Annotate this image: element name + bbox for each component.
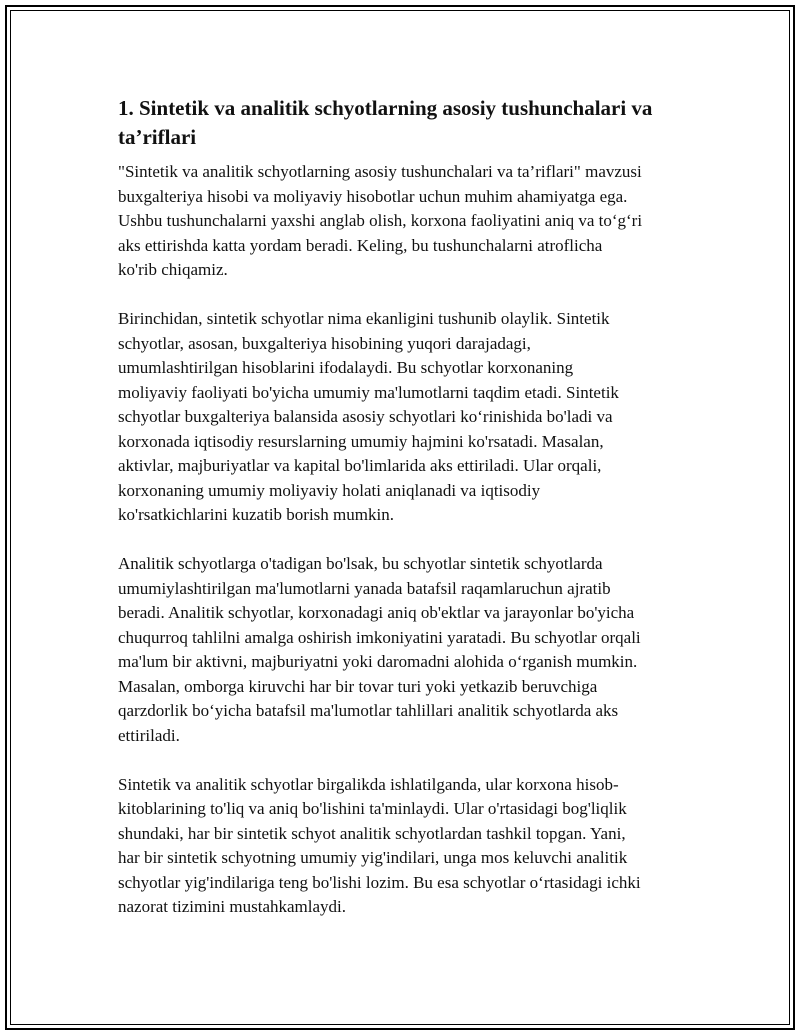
text-line: qarzdorlik bo‘yicha batafsil ma'lumotlar tahlillari analitik schyotlarda aks (118, 701, 619, 720)
text-line: shundaki, har bir sintetik schyot analitik schyotlardan tashkil topgan. Yani, (118, 823, 626, 843)
text-line: Masalan, omborga kiruvchi har bir tovar turi yoki yetkazib beruvchiga (118, 676, 598, 696)
text-line: aktivlar, majburiyatlar va kapital bo'limlarida aks ettiriladi. Ular orqali, (118, 456, 602, 475)
document-content (118, 94, 680, 920)
paragraph-synthetic-accounts (118, 307, 680, 528)
text-line: kitoblarining to'liq va aniq bo'lishini ta'minlaydi. Ular o'rtasidagi bog'liqlik (118, 799, 627, 818)
paragraph-intro (118, 160, 680, 283)
text-line: ettiriladi. (118, 725, 180, 745)
text-line: Analitik schyotlarga o'tadigan bo'lsak, bu schyotlar sintetik schyotlarda (118, 554, 603, 573)
text-line: ko'rib chiqamiz. (118, 260, 228, 279)
text-line: "Sintetik va analitik schyotlarning asosiy tushunchalari va ta’riflari" mavzusi (118, 162, 642, 181)
text-line: moliyaviy faoliyati bo'yicha umumiy ma'lumotlarni taqdim etadi. Sintetik (118, 382, 619, 402)
text-line: korxonaning umumiy moliyaviy holati aniqlanadi va iqtisodiy (118, 480, 541, 500)
text-line: Sintetik va analitik schyotlar birgalikda ishlatilganda, ular korxona hisob- (118, 774, 619, 794)
text-line: umumlashtirilgan hisoblarini ifodalaydi. Bu schyotlar korxonaning (118, 358, 574, 377)
paragraph-relationship (118, 773, 680, 920)
text-line: Ushbu tushunchalarni yaxshi anglab olish, korxona faoliyatini aniq va to‘g‘ri (118, 211, 643, 230)
section-heading (118, 94, 680, 152)
text-line: har bir sintetik schyotning umumiy yig'indilari, unga mos keluvchi analitik (118, 848, 628, 867)
text-line: korxonada iqtisodiy resurslarning umumiy hajmini ko'rsatadi. Masalan, (118, 431, 604, 451)
paragraph-analytic-accounts (118, 552, 680, 748)
text-line: ma'lum bir aktivni, majburiyatni yoki daromadni alohida o‘rganish mumkin. (118, 652, 638, 671)
text-line: schyotlar yig'indilariga teng bo'lishi lozim. Bu esa schyotlar o‘rtasidagi ichki (118, 872, 641, 892)
text-line: nazorat tizimini mustahkamlaydi. (118, 897, 347, 916)
text-line: umumiylashtirilgan ma'lumotlarni yanada batafsil raqamlaruchun ajratib (118, 578, 611, 598)
text-line: beradi. Analitik schyotlar, korxonadagi aniq ob'ektlar va jarayonlar bo'yicha (118, 603, 635, 622)
heading-line: ta’riflari (118, 125, 197, 149)
text-line: schyotlar buxgalteriya balansida asosiy schyotlari ko‘rinishida bo'ladi va (118, 407, 613, 426)
text-line: schyotlar, asosan, buxgalteriya hisobining yuqori darajadagi, (118, 333, 531, 353)
text-line: Birinchidan, sintetik schyotlar nima ekanligini tushunib olaylik. Sintetik (118, 309, 610, 328)
heading-line: 1. Sintetik va analitik schyotlarning asosiy tushunchalari va (118, 96, 653, 120)
text-line: chuqurroq tahlilni amalga oshirish imkoniyatini yaratadi. Bu schyotlar orqali (118, 627, 641, 647)
text-line: aks ettirishda katta yordam beradi. Keling, bu tushunchalarni atroflicha (118, 235, 603, 255)
text-line: ko'rsatkichlarini kuzatib borish mumkin. (118, 505, 394, 524)
text-line: buxgalteriya hisobi va moliyaviy hisobotlar uchun muhim ahamiyatga ega. (118, 186, 628, 206)
